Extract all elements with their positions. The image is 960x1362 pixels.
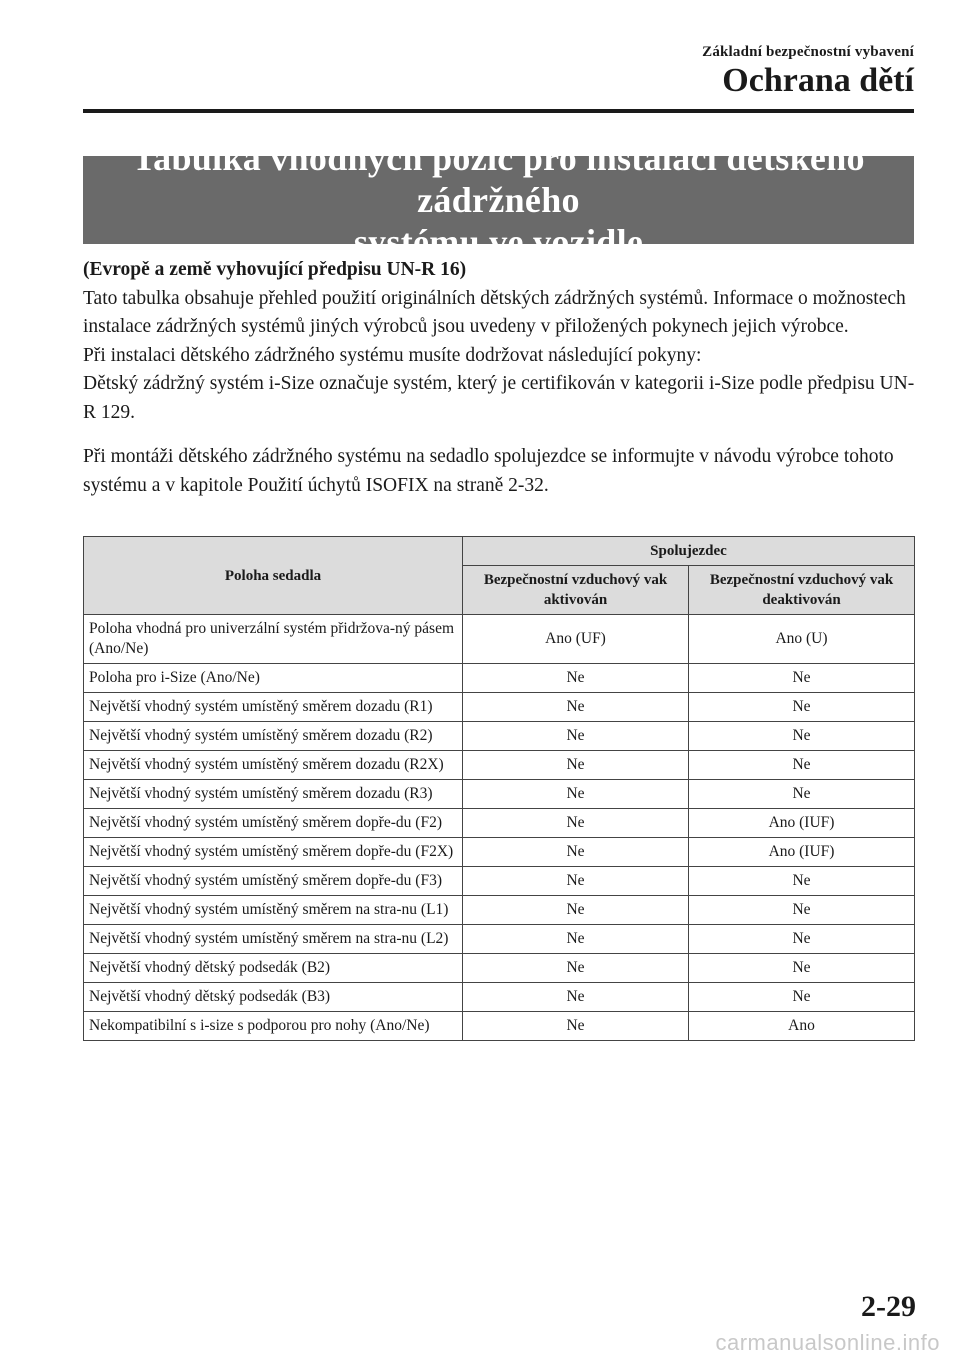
header-airbag-deactivated: Bezpečnostní vzduchový vak deaktivován bbox=[689, 566, 915, 615]
row-airbag-active-value: Ne bbox=[463, 722, 689, 751]
row-airbag-active-value: Ne bbox=[463, 664, 689, 693]
row-airbag-deactivated-value: Ne bbox=[689, 983, 915, 1012]
row-airbag-active-value: Ne bbox=[463, 809, 689, 838]
row-seat-position: Největší vhodný systém umístěný směrem dopře-du (F2X) bbox=[84, 838, 463, 867]
table-row bbox=[84, 867, 915, 896]
row-airbag-deactivated-value: Ne bbox=[689, 751, 915, 780]
row-seat-position: Poloha vhodná pro univerzální systém přidržova-ný pásem (Ano/Ne) bbox=[84, 615, 463, 664]
row-airbag-deactivated-value: Ano bbox=[689, 1012, 915, 1041]
row-airbag-deactivated-value: Ne bbox=[689, 896, 915, 925]
row-airbag-active-value: Ne bbox=[463, 693, 689, 722]
header-passenger: Spolujezdec bbox=[463, 537, 915, 566]
intro-paragraph-1: Tato tabulka obsahuje přehled použití originálních dětských zádržných systémů. Informace o možnostech instalace zádržných systémů jiných výrobců jsou uvedeny v přiložených pokynech jejich výrobce. bbox=[83, 287, 906, 337]
row-seat-position: Největší vhodný systém umístěný směrem dozadu (R1) bbox=[84, 693, 463, 722]
table-row bbox=[84, 925, 915, 954]
page-number: 2-29 bbox=[861, 1290, 916, 1323]
table-row bbox=[84, 1012, 915, 1041]
table-row bbox=[84, 615, 915, 664]
section-title: Základní bezpečnostní vybavení bbox=[702, 44, 914, 60]
intro-paragraph-2: Při instalaci dětského zádržného systému musíte dodržovat následující pokyny: bbox=[83, 344, 702, 366]
row-seat-position: Největší vhodný systém umístěný směrem na stra-nu (L1) bbox=[84, 896, 463, 925]
chapter-title: Ochrana dětí bbox=[722, 62, 914, 99]
seat-position-table bbox=[83, 536, 915, 1041]
row-airbag-active-value: Ne bbox=[463, 780, 689, 809]
header-airbag-active: Bezpečnostní vzduchový vak aktivován bbox=[463, 566, 689, 615]
row-seat-position: Největší vhodný dětský podsedák (B2) bbox=[84, 954, 463, 983]
intro-paragraph-4: Při montáži dětského zádržného systému na sedadlo spolujezdce se informujte v návodu výrobce tohoto systému a v kapitole Použití úchytů ISOFIX na straně 2-32. bbox=[83, 446, 894, 496]
row-airbag-deactivated-value: Ne bbox=[689, 925, 915, 954]
banner-line-2: systému ve vozidle bbox=[353, 222, 644, 262]
intro-paragraph-3: Dětský zádržný systém i-Size označuje systém, který je certifikován v kategorii i-Size podle předpisu UN-R 129. bbox=[83, 373, 915, 423]
intro-text bbox=[83, 256, 918, 500]
row-airbag-active-value: Ne bbox=[463, 896, 689, 925]
row-airbag-active-value: Ne bbox=[463, 954, 689, 983]
row-airbag-deactivated-value: Ano (U) bbox=[689, 615, 915, 664]
row-airbag-active-value: Ne bbox=[463, 925, 689, 954]
row-seat-position: Největší vhodný systém umístěný směrem na stra-nu (L2) bbox=[84, 925, 463, 954]
row-airbag-deactivated-value: Ne bbox=[689, 867, 915, 896]
row-airbag-deactivated-value: Ne bbox=[689, 722, 915, 751]
row-airbag-active-value: Ne bbox=[463, 751, 689, 780]
row-airbag-deactivated-value: Ne bbox=[689, 954, 915, 983]
row-airbag-deactivated-value: Ano (IUF) bbox=[689, 809, 915, 838]
row-airbag-active-value: Ne bbox=[463, 838, 689, 867]
table-row bbox=[84, 809, 915, 838]
table-row bbox=[84, 838, 915, 867]
row-seat-position: Největší vhodný systém umístěný směrem dozadu (R2X) bbox=[84, 751, 463, 780]
row-airbag-deactivated-value: Ano (IUF) bbox=[689, 838, 915, 867]
table-row bbox=[84, 751, 915, 780]
banner-line-1: Tabulka vhodných pozic pro instalaci dětského zádržného bbox=[132, 138, 865, 220]
row-seat-position: Největší vhodný systém umístěný směrem dopře-du (F2) bbox=[84, 809, 463, 838]
row-seat-position: Nekompatibilní s i-size s podporou pro nohy (Ano/Ne) bbox=[84, 1012, 463, 1041]
table-row bbox=[84, 722, 915, 751]
row-seat-position: Největší vhodný systém umístěný směrem dozadu (R3) bbox=[84, 780, 463, 809]
table-row bbox=[84, 664, 915, 693]
row-airbag-active-value: Ne bbox=[463, 867, 689, 896]
table-row bbox=[84, 983, 915, 1012]
watermark: carmanualsonline.info bbox=[715, 1330, 940, 1355]
row-seat-position: Největší vhodný dětský podsedák (B3) bbox=[84, 983, 463, 1012]
row-airbag-deactivated-value: Ne bbox=[689, 664, 915, 693]
table-row bbox=[84, 693, 915, 722]
table-body bbox=[84, 615, 915, 1041]
row-seat-position: Poloha pro i-Size (Ano/Ne) bbox=[84, 664, 463, 693]
page-title-banner bbox=[83, 138, 914, 262]
paragraph-gap bbox=[83, 427, 918, 443]
row-airbag-active-value: Ano (UF) bbox=[463, 615, 689, 664]
header-divider bbox=[83, 109, 914, 113]
row-airbag-active-value: Ne bbox=[463, 983, 689, 1012]
table-row bbox=[84, 954, 915, 983]
table-row bbox=[84, 780, 915, 809]
row-airbag-active-value: Ne bbox=[463, 1012, 689, 1041]
row-seat-position: Největší vhodný systém umístěný směrem dopře-du (F3) bbox=[84, 867, 463, 896]
row-airbag-deactivated-value: Ne bbox=[689, 693, 915, 722]
header-seat-position: Poloha sedadla bbox=[84, 537, 463, 615]
intro-lead: (Evropě a země vyhovující předpisu UN-R 16) bbox=[83, 259, 467, 280]
table-row bbox=[84, 896, 915, 925]
row-airbag-deactivated-value: Ne bbox=[689, 780, 915, 809]
row-seat-position: Největší vhodný systém umístěný směrem dozadu (R2) bbox=[84, 722, 463, 751]
table-header-row bbox=[84, 537, 915, 566]
